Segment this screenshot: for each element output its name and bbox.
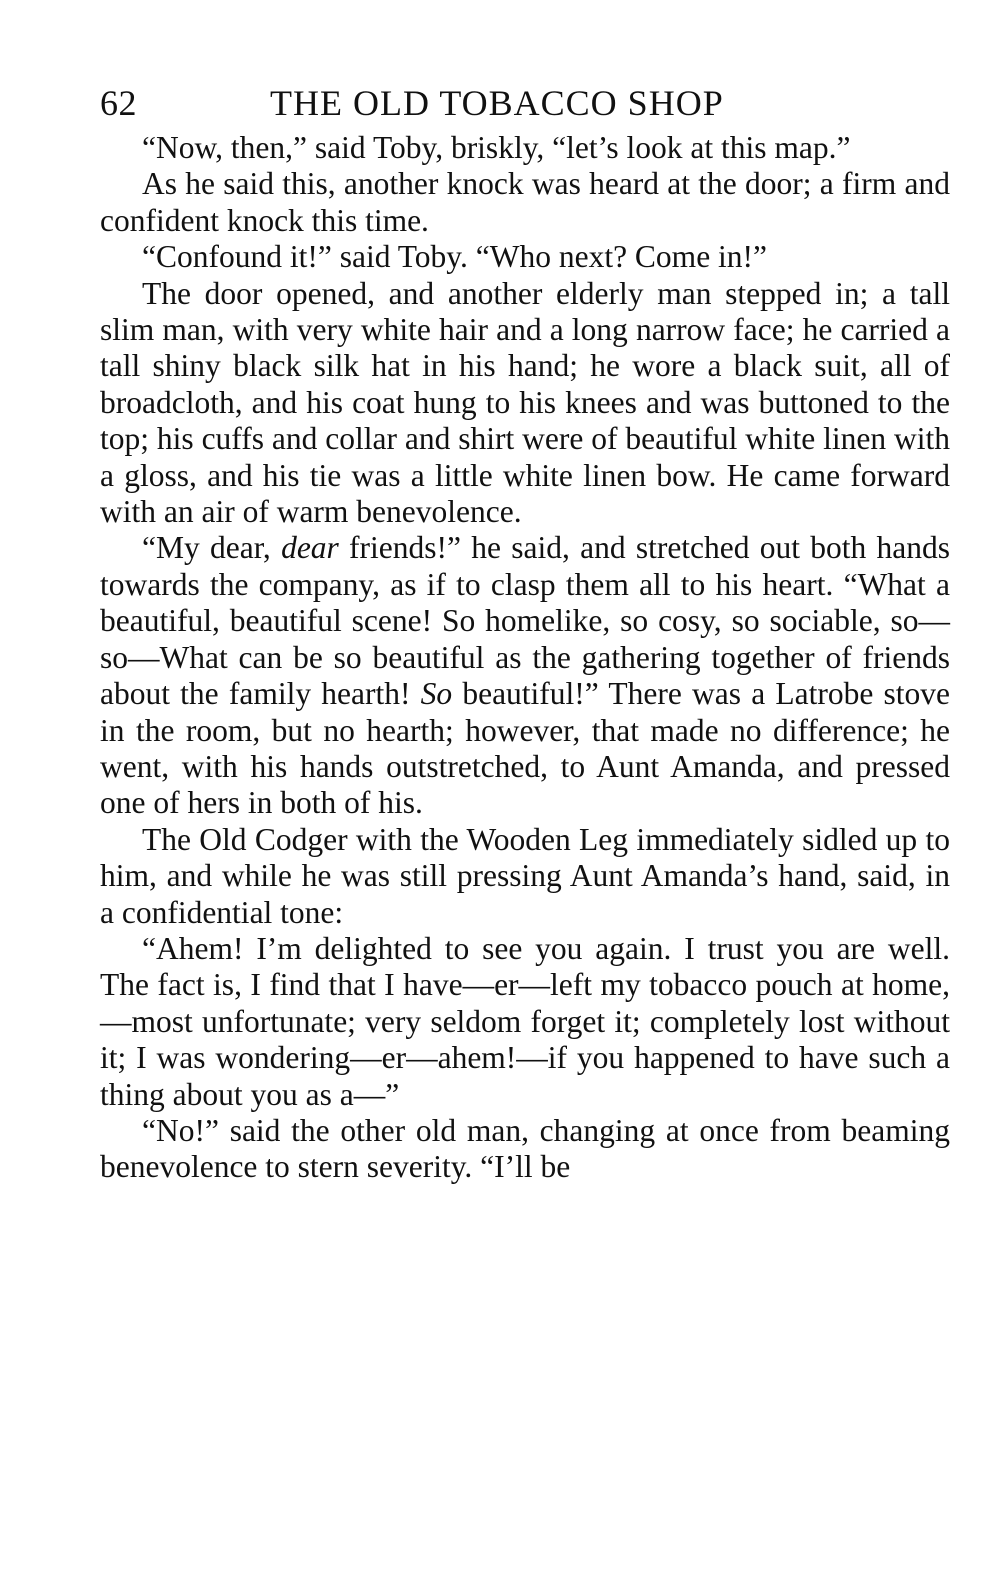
paragraph-5-part-c: beautiful!” There was a Latrobe stove in the room, but no hearth; however, that made no difference; he went, with his hands outstretched, to Aunt Amanda, and pressed one of hers in both of his.	[100, 676, 950, 821]
paragraph-6: The Old Codger with the Wooden Leg immediately sidled up to him, and while he was still pressing Aunt Amanda’s hand, said, in a confidential tone:	[100, 821, 950, 930]
paragraph-7: “Ahem! I’m delighted to see you again. I trust you are well. The fact is, I find that I have—er—left my tobacco pouch at home,—most unfortunate; very seldom forget it; completely lost without it; I was wondering—er—ahem!—if you happened to have such a thing about you as a—”	[100, 930, 950, 1112]
paragraph-5	[100, 530, 950, 821]
paragraph-1: “Now, then,” said Toby, briskly, “let’s look at this map.”	[142, 130, 851, 165]
running-head	[100, 70, 950, 130]
emphasis-so: So	[420, 676, 453, 712]
body-text	[100, 130, 950, 1186]
paragraph-4: The door opened, and another elderly man stepped in; a tall slim man, with very white hair and a long narrow face; he carried a tall shiny black silk hat in his hand; he wore a black suit, all of broadcloth, and his coat hung to his knees and was buttoned to the top; his cuffs and collar and shirt were of beautiful white linen with a gloss, and his tie was a little white linen bow. He came forward with an air of warm benevolence.	[100, 275, 950, 530]
paragraph-5-part-a: “My dear,	[142, 530, 282, 566]
paragraph-2: As he said this, another knock was heard at the door; a firm and confident knock this time.	[100, 166, 950, 238]
emphasis-dear: dear	[281, 530, 339, 566]
paragraph-5-part-b: friends!” he said, and stretched out both hands towards the company, as if to clasp them all to his heart. “What a beautiful, beautiful scene! So homelike, so cosy, so sociable, so—so—What can be so beautiful as the gathering together of friends about the family hearth!	[100, 530, 950, 712]
paragraph-3: “Confound it!” said Toby. “Who next? Come in!”	[142, 239, 768, 275]
running-title: THE OLD TOBACCO SHOP	[270, 83, 724, 123]
page-number: 62	[100, 83, 137, 123]
paragraph-8: “No!” said the other old man, changing at once from beaming benevolence to stern severity. “I’ll be	[100, 1112, 950, 1185]
book-page	[100, 70, 950, 1186]
